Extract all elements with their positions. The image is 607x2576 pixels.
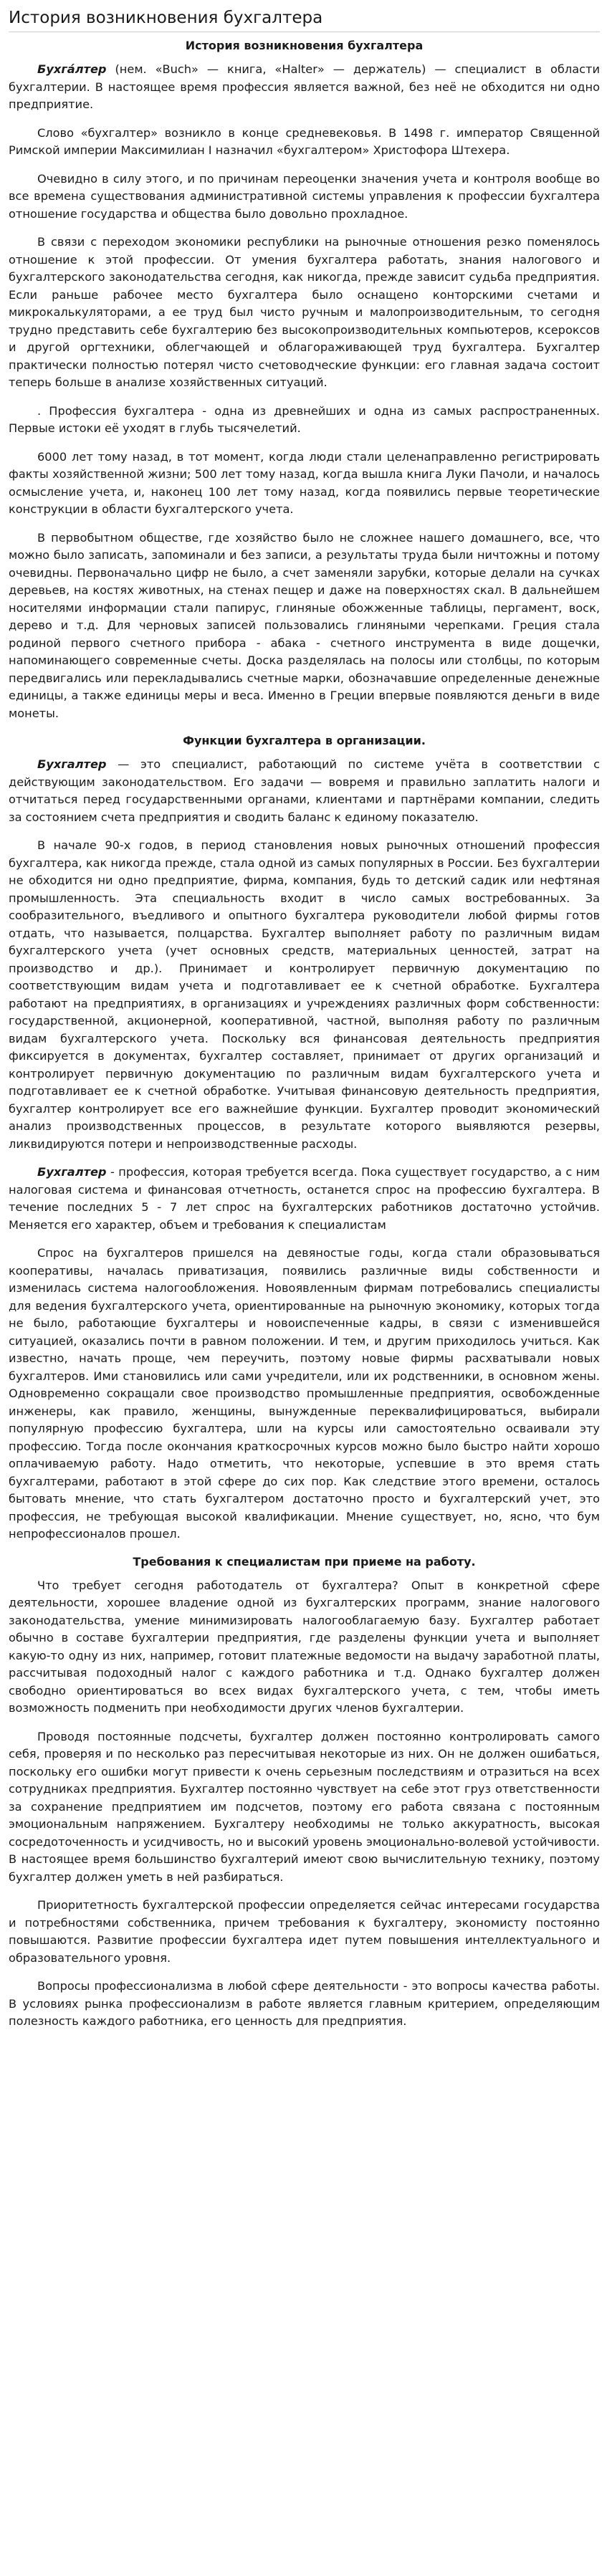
paragraph-text: - профессия, которая требуется всегда. Пока существует государство, а с ним налоговая система и финансовая отчетность, останется спрос на профессию бухгалтера. В течение последних 5 - 7 лет спрос на бухгалтерских работников достаточно устойчив. Меняется его характер, объем и требования к специалистам <box>9 1165 600 1232</box>
paragraph <box>9 1978 600 2031</box>
paragraph-text: Спрос на бухгалтеров пришелся на девяностые годы, когда стали образовываться кооперативы, началась приватизация, появились различные виды собственности и изменилась система налогообложения. Новоявленным фирмам потребовались специалисты для ведения бухгалтерского учета, ориентированные на рыночную экономику, которых тогда не было, работающие бухгалтеры и новоиспеченные кадры, в связи с изменившейся ситуацией, оказались почти в равном положении. И тем, и другим приходилось учиться. Как известно, начать проще, чем переучить, поэтому новые фирмы расхватывали новых бухгалтеров. Ими становились или сами учредители, или их родственники, в основном жены. Одновременно сокращали свое производство промышленные предприятия, освобожденные инженеры, как правило, женщины, вынужденные переквалифицироваться, выбирали популярную профессию бухгалтера, шли на курсы или самостоятельно осваивали эту профессию. Тогда после окончания краткосрочных курсов можно было быстро найти хорошо оплачиваемую работу. Надо отметить, что некоторые, успевшие в это время стать бухгалтерами, работают в этой сфере до сих пор. Как следствие этого времени, осталось бытовать мнение, что стать бухгалтером достаточно просто и бухгалтерский учет, это профессия, не требующая высокой квалификации. Мнение существует, но, ясно, что бум непрофессионалов прошел. <box>9 1246 600 1541</box>
paragraph-text: В начале 90-х годов, в период становления новых рыночных отношений профессия бухгалтера, как никогда прежде, стала одной из самых популярных в России. Без бухгалтерии не обходится ни одно предприятие, фирма, компания, будь то детский садик или нефтяная промышленность. Эта специальность входит в число самых востребованных. За сообразительного, въедливого и опытного бухгалтера руководители любой фирмы готов отдать, что называется, полцарства. Бухгалтер выполняет работу по различным видам бухгалтерского учета (учет основных средств, материальных ценностей, затрат на производство и др.). Принимает и контролирует первичную документацию по соответствующим видам учета и подготавливает ее к счетной обработке. Бухгалтера работают на предприятиях, в организациях и учреждениях различных форм собственности: государственной, акционерной, кооперативной, частной, выполняя работу по различным видам бухгалтерского учета. Поскольку вся финансовая деятельность предприятия фиксируется в документах, бухгалтер составляет, принимает от других организаций и контролирует первичную документацию по различным видам бухгалтерского учета и подготавливает ее к счетной обработке. Учитывая финансовую деятельность предприятия, бухгалтер контролирует все его важнейшие функции. Бухгалтер проводит экономический анализ производственных процессов, в результате которого выявляются резервы, ликвидируются потери и непроизводственные расходы. <box>9 838 600 1151</box>
paragraph <box>9 1245 600 1543</box>
article-content <box>9 38 600 2031</box>
paragraph <box>9 1577 600 1718</box>
paragraph-text: — это специалист, работающий по системе учёта в соответствии с действующим законодательством. Его задачи — вовремя и правильно заплатить налоги и отчитаться перед государственными органами, клиентами и партнёрами компании, следить за состоянием счета предприятия и сводить баланс к единому показателю. <box>9 757 600 824</box>
page-title: История возникновения бухгалтера <box>9 7 600 32</box>
paragraph-text: . Профессия бухгалтера - одна из древнейших и одна из самых распространенных. Первые истоки её уходят в глубь тысячелетий. <box>9 403 600 435</box>
paragraph-text: В связи с переходом экономики республики на рыночные отношения резко поменялось отношение к этой профессии. От умения бухгалтера работать, знания налогового и бухгалтерского законодательства сегодня, как никогда, прежде зависит судьба предприятия. Если раньше рабочее место бухгалтера было оснащено конторскими счетами и микрокалькуляторами, а ее труд был чисто ручным и малопроизводительным, то сегодня трудно представить себе бухгалтерию без высокопроизводительных компьютеров, ксероксов и другой оргтехники, облегчающей и облагораживающей труд бухгалтера. Бухгалтер практически полностью потерял чисто счетоводческие функции: его главная задача состоит теперь больше в анализе хозяйственных ситуаций. <box>9 235 600 389</box>
paragraph-text: Что требует сегодня работодатель от бухгалтера? Опыт в конкретной сфере деятельности, хорошее владение одной из бухгалтерских программ, знание налогового законодательства, умение минимизировать налогооблагаемую базу. Бухгалтер работает обычно в составе бухгалтерии предприятия, где разделены функции учета и выполняет какую-то одну из них, например, готовит платежные ведомости на выдачу заработной платы, рассчитывая подоходный налог с каждого работника и т.д. Однако бухгалтер должен свободно ориентироваться во всех видах бухгалтерского учета, с тем, чтобы иметь возможность подменить при необходимости других членов бухгалтерии. <box>9 1578 600 1715</box>
paragraph <box>9 530 600 723</box>
paragraph <box>9 234 600 392</box>
defined-term: Бухгалтер <box>37 757 107 771</box>
section-heading: История возникновения бухгалтера <box>185 39 424 52</box>
paragraph <box>9 125 600 160</box>
defined-term: Бухгалтер <box>37 1165 107 1179</box>
paragraph <box>9 403 600 438</box>
paragraph-text: Проводя постоянные подсчеты, бухгалтер должен постоянно контролировать самого себя, проверяя и по несколько раз пересчитывая некоторые из них. Он не должен ошибаться, поскольку его ошибки могут привести к очень серьезным последствиям и отразиться на всех сотрудниках предприятия. Бухгалтер постоянно чувствует на себе этот груз ответственности за сохранение предприятием им подсчетов, поэтому его работа связана с постоянным эмоциональным напряжением. Бухгалтеру необходимы не только аккуратность, высокая сосредоточенность и усидчивость, но и высокий уровень эмоционально-волевой устойчивости. В настоящее время большинство бухгалтерий имеют свою вычислительную технику, поэтому бухгалтер должен уметь в ней разбираться. <box>9 1729 600 1884</box>
paragraph <box>9 61 600 114</box>
section-heading: Функции бухгалтера в организации. <box>183 734 426 747</box>
paragraph <box>9 1728 600 1887</box>
paragraph <box>9 756 600 826</box>
defined-term: Бухга́лтер <box>37 62 107 76</box>
paragraph <box>9 171 600 224</box>
paragraph-text: (нем. «Buch» — книга, «Halter» — держатель) — специалист в области бухгалтерии. В настоящее время профессия является важной, без неё не обходится ни одно предприятие. <box>9 62 600 111</box>
paragraph-text: 6000 лет тому назад, в тот момент, когда люди стали целенаправленно регистрировать факты хозяйственной жизни; 500 лет тому назад, когда вышла книга Луки Пачоли, и началось осмысление учета, и, наконец 100 лет тому назад, когда появились первые теоретические конструкции в области бухгалтерского учета. <box>9 449 600 516</box>
article-section <box>9 38 600 722</box>
paragraph <box>9 449 600 519</box>
paragraph-text: Слово «бухгалтер» возникло в конце средневековья. В 1498 г. император Священной Римской империи Максимилиан I назначил «бухгалтером» Христофора Штехера. <box>9 125 600 157</box>
paragraph <box>9 1897 600 1967</box>
article-section <box>9 733 600 1543</box>
paragraph <box>9 837 600 1153</box>
paragraph-text: Приоритетность бухгалтерской профессии определяется сейчас интересами государства и потребностями собственника, причем требования к бухгалтеру, экономисту постоянно повышаются. Развитие профессии бухгалтера идет путем повышения интеллектуального и образовательного уровня. <box>9 1898 600 1965</box>
paragraph-text: Очевидно в силу этого, и по причинам переоценки значения учета и контроля вообще во все времена существования административной системы управления к профессии бухгалтера отношение государства и общества было довольно прохладное. <box>9 171 600 221</box>
paragraph <box>9 1164 600 1234</box>
paragraph-text: Вопросы профессионализма в любой сфере деятельности - это вопросы качества работы. В условиях рынка профессионализм в работе является главным критерием, определяющим полезность каждого работника, его ценность для предприятия. <box>9 1979 600 2028</box>
paragraph-text: В первобытном обществе, где хозяйство было не сложнее нашего домашнего, все, что можно было записать, запоминали и без записи, а результаты труда были ничтожны и потому очевидны. Первоначально цифр не было, а счет заменяли зарубки, которые делали на сучках деревьев, на костях животных, на стенах пещер и даже на поверхностях скал. В дальнейшем носителями информации стали папирус, глиняные обожженные таблицы, пергамент, воск, дерево и т.д. Для черновых записей пользовались глиняными черепками. Греция стала родиной первого счетного прибора - абака - счетного инструмента в виде дощечки, напоминающего современные счеты. Доска разделялась на полосы или столбцы, по которым передвигались или перекладывались счетные марки, обозначавшие определенные денежные единицы, а также единицы меры и веса. Именно в Греции впервые появляются деньги в виде монеты. <box>9 530 600 720</box>
article-section <box>9 1554 600 2031</box>
section-heading: Требования к специалистам при приеме на работу. <box>133 1554 476 1569</box>
